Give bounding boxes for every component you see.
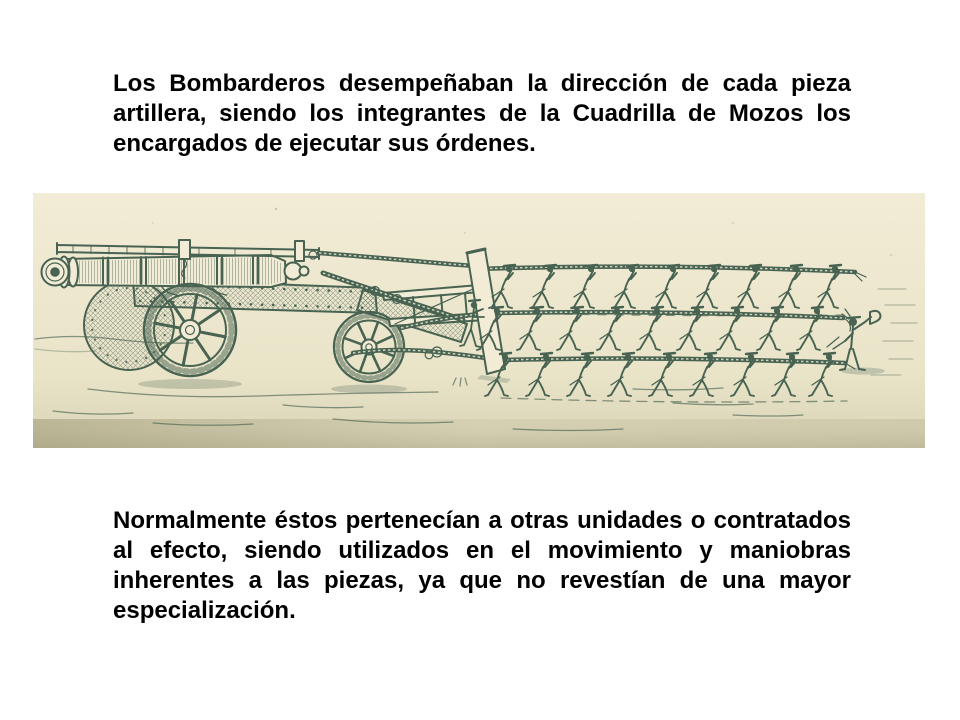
wheel-shadow [331, 385, 407, 394]
wheel-shadow [138, 379, 242, 389]
cannon-engraving-illustration [33, 193, 925, 448]
commander-shadow [841, 368, 885, 375]
paragraph-top: Los Bombarderos desempeñaban la dirección de cada pieza artillera, siendo los integrantes de la Cuadrilla de Mozos los encargados de ejecutar sus órdenes. [113, 70, 851, 157]
engraving-svg [33, 193, 925, 448]
paragraph-bottom: Normalmente éstos pertenecían a otras unidades o contratados al efecto, siendo utilizados en el movimiento y maniobras inherentes a las piezas, ya que no revestían de una mayor especialización. [113, 507, 851, 624]
